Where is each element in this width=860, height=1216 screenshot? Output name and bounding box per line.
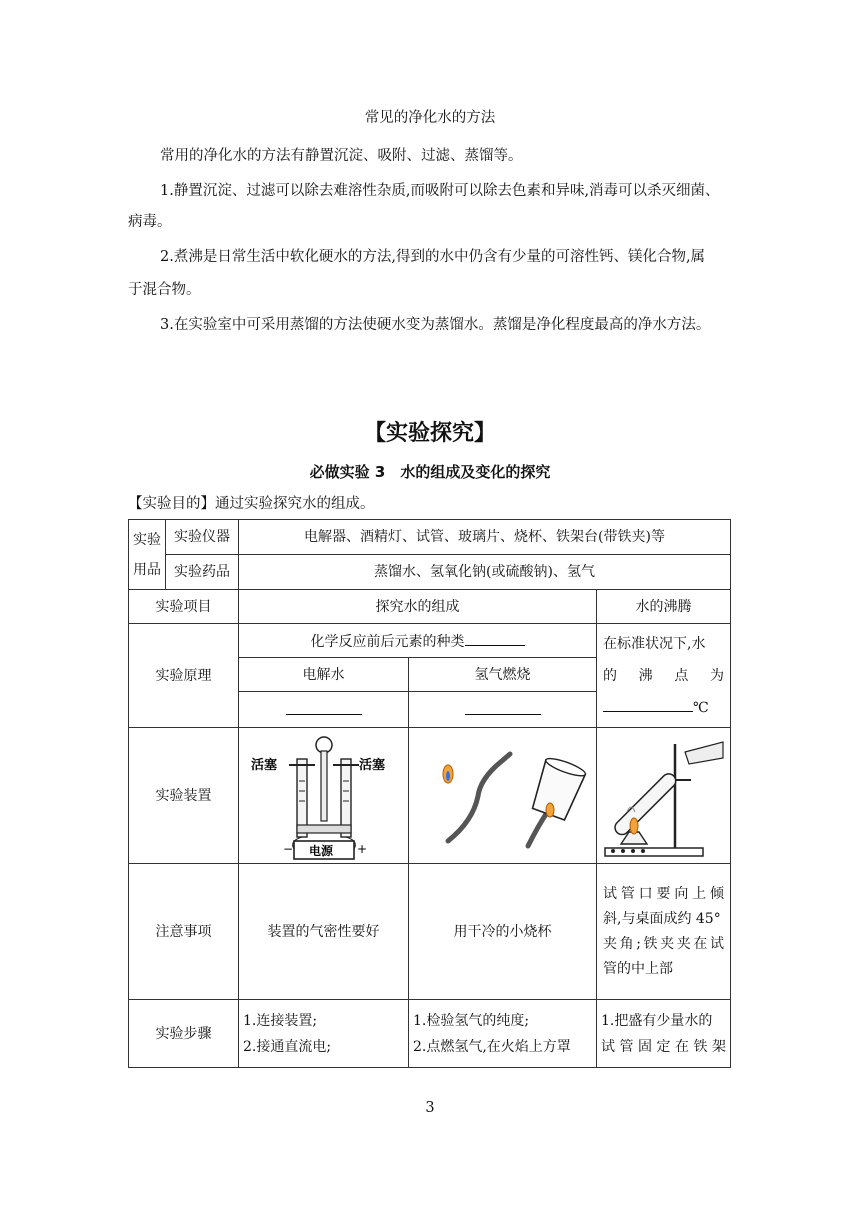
minus-label: − xyxy=(282,841,293,856)
principle-common: 化学反应前后元素的种类 xyxy=(310,633,465,650)
materials-group-line1: 实验 xyxy=(133,531,161,548)
steps-electro-1: 1.连接装置; xyxy=(243,1012,318,1029)
page-number: 3 xyxy=(425,1100,435,1116)
device-label: 实验装置 xyxy=(129,728,239,864)
boiling-apparatus-illustration xyxy=(599,732,729,860)
project-a: 探究水的组成 xyxy=(239,590,597,624)
steps-electro-cell xyxy=(239,1000,409,1068)
reagents-label: 实验药品 xyxy=(166,555,239,590)
notes-boil-line1: 试管口要向上倾 xyxy=(603,885,724,902)
boil-point-blank xyxy=(603,697,693,712)
materials-group-cell xyxy=(129,520,166,590)
hydrogen-answer-cell xyxy=(409,692,597,728)
electrolysis-apparatus-cell xyxy=(239,728,409,864)
purpose-text: 通过实验探究水的组成。 xyxy=(215,496,375,512)
hydrogen-answer-blank xyxy=(465,700,541,715)
valve-left-label: 活塞 xyxy=(250,757,277,773)
notes-boil-line2: 斜,与桌面成约 45° xyxy=(603,910,721,927)
steps-hydrogen-cell xyxy=(409,1000,597,1068)
steps-boil-2: 试管固定在铁架 xyxy=(601,1038,726,1055)
point-1-line1: 1.静置沉淀、过滤可以除去难溶性杂质,而吸附可以除去色素和异味,消毒可以杀灭细菌、 xyxy=(160,183,720,199)
notes-electro: 装置的气密性要好 xyxy=(239,864,409,1000)
point-1-line2: 病毒。 xyxy=(128,214,172,230)
experiment-table xyxy=(128,519,731,1068)
principle-boil-line2: 的 沸 点 为 xyxy=(603,667,724,684)
power-label: 电源 xyxy=(308,843,333,858)
steps-hydrogen-1: 1.检验氢气的纯度; xyxy=(413,1012,530,1029)
experiment-title: 必做实验 3 水的组成及变化的探究 xyxy=(309,463,551,481)
notes-hydrogen: 用干冷的小烧杯 xyxy=(409,864,597,1000)
valve-right-label: 活塞 xyxy=(358,757,385,773)
hydrogen-combustion-illustration xyxy=(418,736,588,856)
electrolysis-apparatus-illustration xyxy=(249,731,399,861)
boiling-apparatus-cell xyxy=(597,728,731,864)
boil-unit: ℃ xyxy=(693,699,709,716)
purpose-label: 【实验目的】 xyxy=(128,496,215,512)
intro-paragraph: 常用的净化水的方法有静置沉淀、吸附、过滤、蒸馏等。 xyxy=(160,148,523,164)
electro-answer-cell xyxy=(239,692,409,728)
principle-boil-cell xyxy=(597,624,731,728)
instruments-value: 电解器、酒精灯、试管、玻璃片、烧杯、铁架台(带铁夹)等 xyxy=(239,520,731,555)
section-title: 常见的净化水的方法 xyxy=(364,110,496,126)
point-3-line1: 3.在实验室中可采用蒸馏的方法使硬水变为蒸馏水。蒸馏是净化程度最高的净水方法。 xyxy=(160,317,711,333)
steps-label: 实验步骤 xyxy=(129,1000,239,1068)
electro-answer-blank xyxy=(286,700,362,715)
principle-electro: 电解水 xyxy=(239,658,409,692)
notes-boil-cell xyxy=(597,864,731,1000)
hydrogen-combustion-cell xyxy=(409,728,597,864)
principle-common-cell xyxy=(239,624,597,658)
steps-boil-1: 1.把盛有少量水的 xyxy=(601,1012,713,1029)
steps-boil-cell xyxy=(597,1000,731,1068)
bracket-title: 【实验探究】 xyxy=(363,421,496,446)
purpose-line xyxy=(128,494,375,514)
point-2-line2: 于混合物。 xyxy=(128,282,201,298)
reagents-value: 蒸馏水、氢氧化钠(或硫酸钠)、氢气 xyxy=(239,555,731,590)
project-label: 实验项目 xyxy=(129,590,239,624)
principle-hydrogen: 氢气燃烧 xyxy=(409,658,597,692)
notes-boil-line3: 夹角;铁夹夹在试 xyxy=(603,935,724,952)
principle-label: 实验原理 xyxy=(129,624,239,728)
notes-boil-line4: 管的中上部 xyxy=(603,960,673,977)
principle-common-blank xyxy=(465,631,525,646)
plus-label: + xyxy=(356,841,367,856)
point-2-line1: 2.煮沸是日常生活中软化硬水的方法,得到的水中仍含有少量的可溶性钙、镁化合物,属 xyxy=(160,249,706,265)
notes-label: 注意事项 xyxy=(129,864,239,1000)
instruments-label: 实验仪器 xyxy=(166,520,239,555)
materials-group-line2: 用品 xyxy=(133,561,161,578)
steps-hydrogen-2: 2.点燃氢气,在火焰上方罩 xyxy=(413,1038,571,1055)
project-b: 水的沸腾 xyxy=(597,590,731,624)
steps-electro-2: 2.接通直流电; xyxy=(243,1038,332,1055)
principle-boil-line1: 在标准状况下,水 xyxy=(603,635,706,652)
